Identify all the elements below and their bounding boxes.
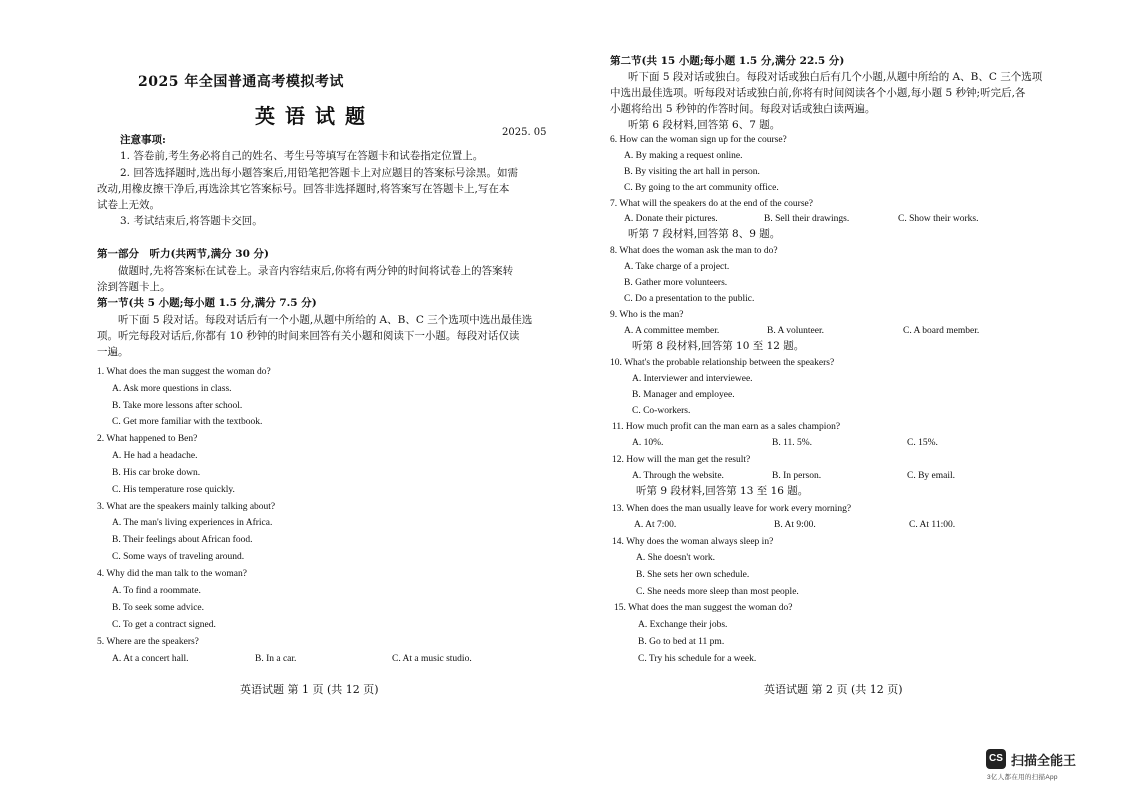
q3-option-a: A. The man's living experiences in Africa. xyxy=(112,518,273,528)
q8-option-a: A. Take charge of a project. xyxy=(624,262,730,272)
section1-desc: 听下面 5 段对话。每段对话后有一个小题,从题中所给的 A、B、C 三个选项中选出最佳选 xyxy=(118,314,533,326)
q9-option-c: C. A board member. xyxy=(903,326,980,336)
question-9: 9. Who is the man? xyxy=(610,310,684,320)
q12-option-b: B. In person. xyxy=(772,471,822,481)
q14-option-b: B. She sets her own schedule. xyxy=(636,570,750,580)
section2-heading: 第二节(共 15 小题;每小题 1.5 分,满分 22.5 分) xyxy=(610,55,845,67)
q13-option-c: C. At 11:00. xyxy=(909,520,956,530)
notice-2-end: 试卷上无效。 xyxy=(97,199,160,211)
notice-2: 2. 回答选择题时,选出每小题答案后,用铅笔把答题卡上对应题目的答案标号涂黑。如需 xyxy=(120,167,519,179)
section2-desc: 听下面 5 段对话或独白。每段对话或独白后有几个小题,从题中所给的 A、B、C 三个选项 xyxy=(628,71,1043,83)
question-1: 1. What does the man suggest the woman do? xyxy=(97,367,271,377)
q6-option-a: A. By making a request online. xyxy=(624,151,743,161)
question-3: 3. What are the speakers mainly talking about? xyxy=(97,502,276,512)
question-12: 12. How will the man get the result? xyxy=(612,455,751,465)
notice-3: 3. 考试结束后,将答题卡交回。 xyxy=(120,215,263,227)
page-1-footer: 英语试题 第 1 页 (共 12 页) xyxy=(240,683,379,696)
q7-option-c: C. Show their works. xyxy=(898,214,979,224)
q10-option-c: C. Co-workers. xyxy=(632,406,691,416)
section1-desc-cont: 项。听完每段对话后,你都有 10 秒钟的时间来回答有关小题和阅读下一小题。每段对话仅读 xyxy=(97,330,520,342)
q15-option-c: C. Try his schedule for a week. xyxy=(638,654,757,664)
part1-heading: 第一部分 听力(共两节,满分 30 分) xyxy=(97,248,270,260)
q8-option-b: B. Gather more volunteers. xyxy=(624,278,728,288)
question-7: 7. What will the speakers do at the end of the course? xyxy=(610,199,813,209)
q11-option-b: B. 11. 5%. xyxy=(772,438,813,448)
material-8: 听第 8 段材料,回答第 10 至 12 题。 xyxy=(632,340,805,352)
q6-option-b: B. By visiting the art hall in person. xyxy=(624,167,760,177)
page-2-footer: 英语试题 第 2 页 (共 12 页) xyxy=(764,683,903,696)
notice-heading: 注意事项: xyxy=(120,134,166,146)
q8-option-c: C. Do a presentation to the public. xyxy=(624,294,755,304)
section2-desc-cont: 中选出最佳选项。听每段对话或独白前,你将有时间阅读各个小题,每小题 5 秒钟;听完后,各 xyxy=(610,87,1026,99)
camscanner-tagline: 3亿人都在用的扫描App xyxy=(987,774,1058,781)
exam-subtitle: 英语试题 xyxy=(255,104,375,128)
q4-option-a: A. To find a roommate. xyxy=(112,586,201,596)
q7-option-b: B. Sell their drawings. xyxy=(764,214,850,224)
material-7: 听第 7 段材料,回答第 8、9 题。 xyxy=(628,228,781,240)
question-2: 2. What happened to Ben? xyxy=(97,434,198,444)
question-8: 8. What does the woman ask the man to do? xyxy=(610,246,778,256)
q2-option-c: C. His temperature rose quickly. xyxy=(112,485,235,495)
q7-option-a: A. Donate their pictures. xyxy=(624,214,718,224)
q1-option-b: B. Take more lessons after school. xyxy=(112,401,243,411)
q5-option-c: C. At a music studio. xyxy=(392,654,472,664)
part1-desc: 做题时,先将答案标在试卷上。录音内容结束后,你将有两分钟的时间将试卷上的答案转 xyxy=(118,265,514,277)
q15-option-b: B. Go to bed at 11 pm. xyxy=(638,637,725,647)
q12-option-a: A. Through the website. xyxy=(632,471,724,481)
camscanner-logo-icon: CS xyxy=(986,749,1006,769)
q13-option-a: A. At 7:00. xyxy=(634,520,677,530)
q2-option-b: B. His car broke down. xyxy=(112,468,201,478)
notice-1: 1. 答卷前,考生务必将自己的姓名、考生号等填写在答题卡和试卷指定位置上。 xyxy=(120,150,484,162)
material-6: 听第 6 段材料,回答第 6、7 题。 xyxy=(628,119,781,131)
q11-option-a: A. 10%. xyxy=(632,438,664,448)
question-10: 10. What's the probable relationship between the speakers? xyxy=(610,358,835,368)
q4-option-b: B. To seek some advice. xyxy=(112,603,205,613)
part1-desc-cont: 涂到答题卡上。 xyxy=(97,281,171,293)
section2-desc-end: 小题将给出 5 秒钟的作答时间。每段对话或独白读两遍。 xyxy=(610,103,876,115)
q1-option-c: C. Get more familiar with the textbook. xyxy=(112,417,263,427)
exam-date: 2025. 05 xyxy=(502,127,547,138)
q1-option-a: A. Ask more questions in class. xyxy=(112,384,232,394)
q4-option-c: C. To get a contract signed. xyxy=(112,620,216,630)
q15-option-a: A. Exchange their jobs. xyxy=(638,620,728,630)
q14-option-a: A. She doesn't work. xyxy=(636,553,716,563)
q5-option-a: A. At a concert hall. xyxy=(112,654,189,664)
q9-option-a: A. A committee member. xyxy=(624,326,720,336)
question-11: 11. How much profit can the man earn as a sales champion? xyxy=(612,422,841,432)
q10-option-a: A. Interviewer and interviewee. xyxy=(632,374,753,384)
q5-option-b: B. In a car. xyxy=(255,654,297,664)
question-6: 6. How can the woman sign up for the course? xyxy=(610,135,787,145)
q10-option-b: B. Manager and employee. xyxy=(632,390,735,400)
q13-option-b: B. At 9:00. xyxy=(774,520,816,530)
q2-option-a: A. He had a headache. xyxy=(112,451,198,461)
camscanner-name: 扫描全能王 xyxy=(1011,753,1077,768)
question-5: 5. Where are the speakers? xyxy=(97,637,199,647)
q6-option-c: C. By going to the art community office. xyxy=(624,183,779,193)
q3-option-b: B. Their feelings about African food. xyxy=(112,535,253,545)
question-15: 15. What does the man suggest the woman do? xyxy=(614,603,793,613)
question-14: 14. Why does the woman always sleep in? xyxy=(612,537,774,547)
q12-option-c: C. By email. xyxy=(907,471,956,481)
q14-option-c: C. She needs more sleep than most people. xyxy=(636,587,799,597)
q11-option-c: C. 15%. xyxy=(907,438,938,448)
exam-title: 2025 年全国普通高考模拟考试 xyxy=(138,74,344,90)
material-9: 听第 9 段材料,回答第 13 至 16 题。 xyxy=(636,485,809,497)
question-4: 4. Why did the man talk to the woman? xyxy=(97,569,247,579)
section1-heading: 第一节(共 5 小题;每小题 1.5 分,满分 7.5 分) xyxy=(97,297,317,309)
question-13: 13. When does the man usually leave for work every morning? xyxy=(612,504,852,514)
notice-2-cont: 改动,用橡皮擦干净后,再选涂其它答案标号。回答非选择题时,将答案写在答题卡上,写在本 xyxy=(97,183,510,195)
section1-desc-end: 一遍。 xyxy=(97,346,129,358)
q3-option-c: C. Some ways of traveling around. xyxy=(112,552,245,562)
q9-option-b: B. A volunteer. xyxy=(767,326,824,336)
